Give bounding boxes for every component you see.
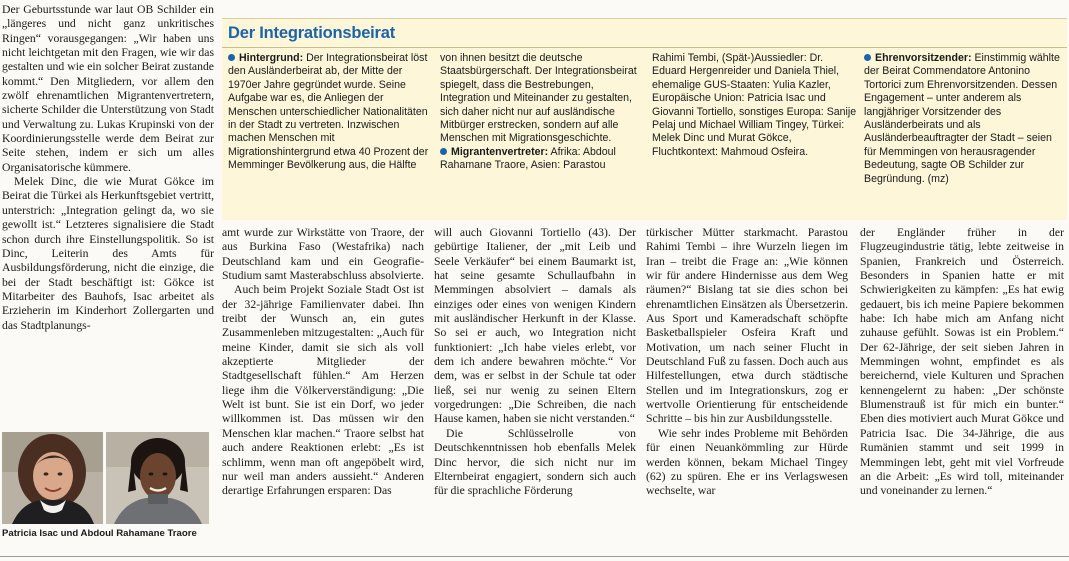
box-text: von ihnen besitzt die deutsche Staatsbürgerschaft. Der Integrationsbeirat spiegelt, dass die Bestrebungen, Integration und Miteinander zu gestalten, sich daher nicht nur auf ausländische Mitbürger erstrecken, sondern auf alle Menschen mit Migrationsgeschichte. [440, 52, 637, 145]
box-column-3 [652, 52, 857, 212]
box-text: Einstimmig wählte der Beirat Commendatore Antonino Tortorici zum Ehrenvorsitzenden. Dessen Engagement – unter anderem als langjähriger Vorsitzender des Ausländerbeirats und als Ausländerbeauftragter der Stadt – seien für Memmingen von herausragender Bedeutung, sagte OB Schilder zur Begründung. (mz) [864, 52, 1060, 185]
article-column-4 [860, 226, 1064, 551]
bullet-icon [228, 54, 235, 61]
article-column-1 [222, 226, 424, 551]
box-text: Afrika: Abdoul Rahamane Traore, Asien: Parastou [440, 145, 616, 172]
bullet-icon [864, 54, 871, 61]
paragraph: Der Geburtsstunde war laut OB Schilder ein „längeres und nicht ganz unkritisches Ringen“ vorausgegangen: „Wir haben uns nicht leichtgetan mit den Fragen, wie wir das gestalten und wie ein solcher Beirat zustande kommt.“ Den Mitgliedern, vor allem den zwölf ehrenamtlichen Migrantenvertretern, sicherte Schilder die Unterstützung von Stadt und Verwaltung zu. Lukas Krupinski von der Koordinierungsstelle werde dem Beirat zur Seite stehen, indem er sich um alles Organisatorische kümmere. [2, 3, 214, 174]
box-text: Rahimi Tembi, (Spät-)Aussiedler: Dr. Eduard Hergenreider und Daniela Thiel, ehemalige GUS-Staaten: Yulia Kazler, Europäische Union: Patricia Isac und Giovanni Tortiello, sonstiges Europa: Sanije Pelaj und Michael William Tingey, Türkei: Melek Dinc und Murat Gökce, Fluchtkontext: Mahmoud Osfeira. [652, 52, 857, 158]
box-divider [222, 47, 1067, 48]
box-text: Der Integrationsbeirat löst den Ausländerbeirat ab, der Mitte der 1970er Jahre gegründet wurde. Seine Aufgabe war es, die Anliegen der Menschen unterschiedlicher Nationalitäten in der Stadt zu vertreten. Inzwischen machen Menschen mit Migrationshintergrund etwa 40 Prozent der Memminger Bevölkerung aus, die Hälfte [228, 52, 429, 172]
paragraph: amt wurde zur Wirkstätte von Traore, der aus Burkina Faso (Westafrika) nach Deutschland kam und ein Geografie-Studium samt Masterabschluss absolvierte. [222, 226, 424, 283]
left-column [2, 3, 214, 423]
paragraph: will auch Giovanni Tortiello (43). Der gebürtige Italiener, der „mit Leib und Seele Verkäufer“ bei einem Baumarkt ist, hat seine gesamte Schullaufbahn in Memmingen absolviert – damals als einziges oder eines von wenigen Kindern mit ausländischer Herkunft in der Klasse. So sei er auch, wo Integration nicht funktioniert: „Ich habe vieles erlebt, vor dem ich andere bewahren möchte.“ Vor dem, was er selbst in der Schule tat oder ließ, sei nur wenig zu seinen Eltern vorgedrungen: „Die Schreiben, die nach Hause kamen, haben sie nicht verstanden.“ [434, 226, 636, 426]
photo-abdoul-rahamane-traore [106, 432, 209, 524]
paragraph: Wie sehr indes Probleme mit Behörden für einen Neuankömmling zur Hürde werden können, bekam Michael Tingey (62) zu spüren. Ehe er ins Verlagswesen wechselte, war [646, 426, 848, 498]
box-keyword: Hintergrund: [239, 52, 304, 64]
paragraph: Auch beim Projekt Soziale Stadt Ost ist der 32-jährige Familienvater dabei. Ihn treibt der Wunsch an, ein gutes Zusammenleben mitzugestalten: „Auch für meine Kinder, damit sie sich als voll akzeptierte Mitglieder der Stadtgesellschaft fühlen.“ Am Herzen liege ihm die Völkerverständigung: „Die Welt ist bunt. Sie ist ein Dorf, wo jeder willkommen ist. Das müssen wir den Menschen klar machen.“ Traore selbst hat auch andere Reaktionen erlebt: „Es ist schlimm, wenn man oft angepöbelt wird, nur weil man anders aussieht.“ Anderen derartige Erfahrungen ersparen: Das [222, 283, 424, 498]
info-box [222, 18, 1067, 220]
paragraph: Die Schlüsselrolle von Deutschkenntnissen hob ebenfalls Melek Dinc hervor, die sich nicht nur im Elternbeirat engagiert, sondern sich auch für die sprachliche Förderung [434, 426, 636, 498]
box-column-1 [228, 52, 433, 212]
paragraph: türkischer Mütter starkmacht. Parastou Rahimi Tembi – ihre Wurzeln liegen im Iran – treibt die Frage an: „Wie können wir für andere Hindernisse aus dem Weg räumen?“ Bislang tat sie dies schon bei ehrenamtlichen Einsätzen als Übersetzerin. Aus Sport und Kameradschaft schöpfte Basketballspieler Osfeira Kraft und Motivation, um nach seiner Flucht in Deutschland Fuß zu fassen. Doch auch aus Hilfestellungen, etwa durch städtische Stellen und im Integrationskurs, zog er wertvolle Orientierung für entscheidende Schritte – bis hin zur Ausbildungsstelle. [646, 226, 848, 426]
paragraph: der Engländer früher in der Flugzeugindustrie tätig, lebte zeitweise in Spanien, Frankreich und Österreich. Besonders in Spanien hatte er mit Schwierigkeiten zu kämpfen: „Es hat ewig gedauert, bis ich meine Papiere bekommen habe: Ich habe mich am Anfang nicht zuhause gefühlt. Sowas ist ein Problem.“ Der 62-Jährige, der seit sieben Jahren in Memmingen wohnt, empfindet es als bereichernd, viele Kulturen und Sprachen kennengelernt zu haben: „Der schönste Blumenstrauß ist für mich ein bunter.“ Eben dies motiviert auch Murat Gökce und Patricia Isac. Die 34-Jährige, die aus Rumänien stammt und seit 1999 in Memmingen lebt, geht mit viel Vorfreude an die Arbeit: „Es wird toll, miteinander und voneinander zu lernen.“ [860, 226, 1064, 498]
bullet-icon [440, 148, 447, 155]
box-keyword: Migrantenvertreter: [451, 145, 549, 158]
photo-caption: Patricia Isac und Abdoul Rahamane Traore [2, 528, 197, 539]
box-title: Der Integrationsbeirat [228, 24, 396, 42]
article-column-3 [646, 226, 848, 551]
box-column-4 [864, 52, 1064, 212]
box-column-2 [440, 52, 645, 212]
paragraph: Melek Dinc, die wie Murat Gökce im Beirat die Türkei als Herkunftsgebiet vertritt, unterstrich: „Integration gelingt da, wo sie gewollt ist.“ Letzteres signalisiere die Stadt schon durch ihre Einstellungspolitik. So ist Dinc, Leiterin des Amts für Ausbildungsförderung, nicht die einzige, die bei der Stadt beschäftigt ist: Gökce ist Mitarbeiter des Bauhofs, Isac arbeitet als Erzieherin im Kinderhort Zollergarten und das Stadtplanungs- [2, 175, 214, 332]
bottom-divider [0, 556, 1069, 557]
photo-patricia-isac [2, 432, 103, 524]
box-keyword: Ehrenvorsitzender: [875, 52, 972, 64]
photo-strip [2, 432, 209, 524]
article-column-2 [434, 226, 636, 551]
